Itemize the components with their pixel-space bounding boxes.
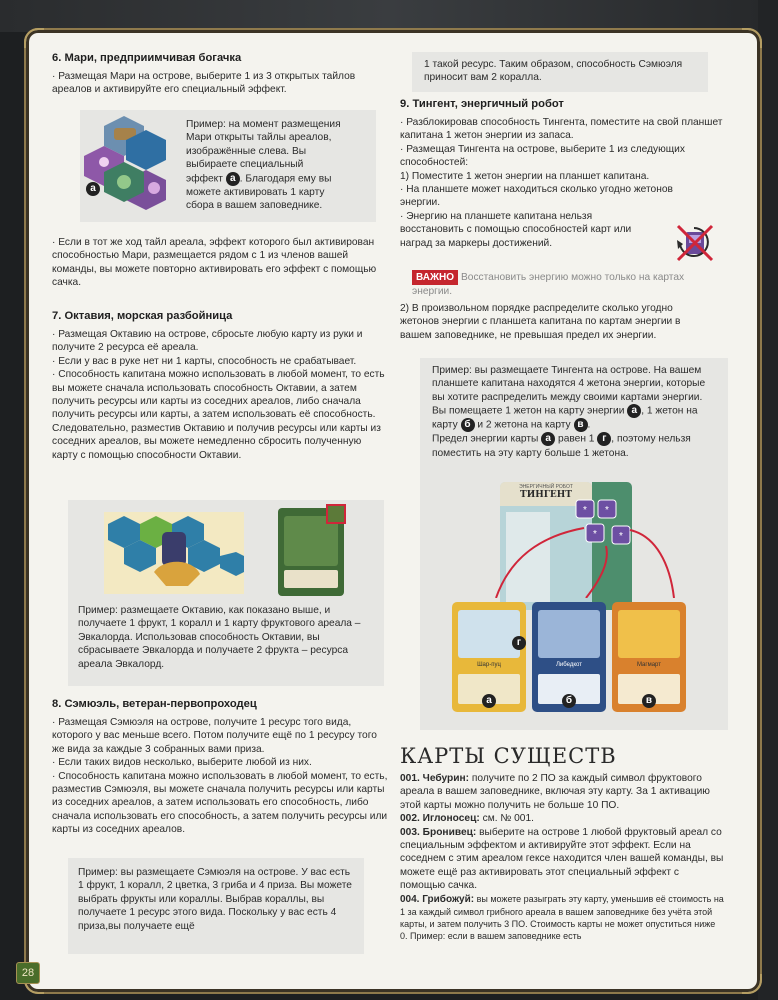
example-fragment: эффект xyxy=(186,173,223,185)
example-box-samuel-continued xyxy=(412,52,708,92)
section-6 xyxy=(52,52,388,97)
example-box-tingent xyxy=(420,358,728,730)
marker-g-badge: г xyxy=(512,636,526,650)
svg-text:*: * xyxy=(593,529,597,540)
section-title: 9. Тингент, энергичный робот xyxy=(400,98,564,110)
paragraph: · Размещая Мари на острове, выберите 1 из 3 открытых тайлов ареалов и активируйте его специальный эффект. xyxy=(52,71,356,96)
page-number: 28 xyxy=(16,962,40,984)
entry-label: 002. Иглоносец: xyxy=(400,813,480,825)
important-label: ВАЖНО xyxy=(412,270,458,285)
creature-entry xyxy=(400,812,724,825)
paragraph: · Если у вас в руке нет ни 1 карты, способность не срабатывает. xyxy=(52,355,357,367)
card-name: Шар-пуц xyxy=(477,662,501,668)
energy-card-v xyxy=(612,602,686,712)
example-fragment: Предел энергии карты xyxy=(432,434,539,446)
board-title: ТИНГЕНТ xyxy=(520,490,572,500)
no-energy-restore-icon xyxy=(674,222,716,264)
example-fragment: Пример: вы размещаете Тингента на острове. На вашем планшете капитана находятся 4 жетона энергии, которые вы хотите распределить между своими картами энергии. Вы помещаете 1 жетон на карту энергии xyxy=(432,365,706,417)
paragraph: · Энергию на планшете капитана нельзя восстановить с помощью способностей карт или наград за маркеры достижений. xyxy=(400,210,632,249)
important-note xyxy=(412,270,712,299)
example-box-samuel xyxy=(68,858,364,954)
card-name: Магмарт xyxy=(636,662,661,668)
example-sentence xyxy=(432,364,718,432)
paragraph: · Способность капитана можно использовать в любой момент, то есть, разместив Сэмюэля, вы можете сначала получить ресурсы или карты из соседних ареалов, а затем использовать его способность, либо сначала использовать его способность, а затем получить ресурсы или карты из соседних ареалов. xyxy=(52,770,388,836)
example-text: 1 такой ресурс. Таким образом, способность Сэмюэля приносит вам 2 коралла. xyxy=(424,59,683,84)
marker-v-badge: в xyxy=(574,418,588,432)
section-6-continued xyxy=(52,236,388,290)
svg-text:*: * xyxy=(605,505,609,516)
paragraph: · Размещая Октавию на острове, сбросьте любую карту из руки и получите 2 ресурса её ареала. xyxy=(52,329,363,354)
paragraph: 2) В произвольном порядке распределите сколько угодно жетонов энергии с планшета капитана по картам энергии в вашем заповеднике, не превышая предел их энергии. xyxy=(400,303,681,341)
entry-text: вы можете разыграть эту карту, уменьшив её стоимость на 1 за каждый символ грибного ареала в вашем заповеднике без учёта этой карты, и затем получить 3 ПО. Стоимость карты не может опуститься ниже 0. Пример: если в вашем заповеднике есть xyxy=(400,893,724,941)
example-box-mari xyxy=(80,110,376,222)
example-line xyxy=(186,172,372,186)
energy-card-b xyxy=(532,602,606,712)
example-sentence xyxy=(432,432,718,460)
octavia-island-image xyxy=(104,512,244,594)
paragraph: 1) Поместите 1 жетон энергии на планшет капитана. xyxy=(400,170,650,182)
entry-text: см. № 001. xyxy=(479,813,534,825)
creature-entry xyxy=(400,826,724,893)
example-line: изображённые слева. Вы xyxy=(186,145,307,157)
energy-card-a xyxy=(452,602,526,712)
card-name: Либедкот xyxy=(555,662,582,668)
marker-v-badge: в xyxy=(642,694,656,708)
example-box-octavia xyxy=(68,500,384,686)
section-heading: КАРТЫ СУЩЕСТВ xyxy=(400,744,617,768)
example-line: сбора в вашем заповеднике. xyxy=(186,200,323,212)
example-fragment: . xyxy=(587,420,591,431)
eucalord-card-image xyxy=(278,508,344,596)
marker-a-badge: а xyxy=(226,172,240,186)
example-line: Мари открыты тайлы ареалов, xyxy=(186,132,332,144)
example-line: выбираете специальный xyxy=(186,159,304,171)
example-fragment: и 2 жетона на карту xyxy=(477,420,571,431)
example-text xyxy=(186,118,372,213)
paragraph: · Разблокировав способность Тингента, поместите на свой планшет капитана 1 жетон энергии из запаса. xyxy=(400,117,723,142)
paragraph: · Если таких видов несколько, выберите любой из них. xyxy=(52,757,312,769)
entry-label: 001. Чебурин: xyxy=(400,773,470,784)
svg-text:*: * xyxy=(619,531,623,542)
paragraph: · Размещая Тингента на острове, выберите 1 из следующих способностей: xyxy=(400,143,685,169)
distribution-arrows xyxy=(460,518,690,598)
paragraph: · Размещая Сэмюэля на острове, получите 1 ресурс того вида, которого у вас меньше всего. Потом получите ещё по 1 ресурсу того же вида за каждые 3 собранных вами приза. xyxy=(52,717,377,755)
marker-g-badge: г xyxy=(597,432,611,446)
entry-label: 003. Бронивец: xyxy=(400,826,477,838)
svg-text:*: * xyxy=(583,505,587,516)
section-9-continued xyxy=(400,302,728,342)
section-title: 6. Мари, предприимчивая богачка xyxy=(52,52,242,64)
paragraph: · Способность капитана можно использовать в любой момент, то есть вы можете сначала использовать способность Октавии, а затем получить ресурсы или карты из соседних ареалов, либо сначала получить ресурсы или карты, а затем использовать её способность. Следовательно, разместив Октавию и получив ресурсы или карты из соседних ареалов, вы можете немедленно сбросить полученную карту с помощью способности Октавии. xyxy=(52,369,385,461)
creature-cards-section xyxy=(400,744,724,942)
entry-text: получите по 2 ПО за каждый символ фруктового ареала в вашем заповеднике, включая эту карту. За 1 активацию этой карты можно получить не больше 10 ПО. xyxy=(400,773,710,811)
marker-a-badge: а xyxy=(627,404,641,418)
creature-entry xyxy=(400,772,724,812)
example-line: можете активировать 1 карту xyxy=(186,186,325,198)
mari-habitat-tiles-image xyxy=(84,112,176,220)
example-text: Пример: размещаете Октавию, как показано выше, и получаете 1 фрукт, 1 коралл и 1 карту фруктового ареала – Эвкалорда. Использовав способность Октавии, вы сбрасываете Эвкалорда и получаете 2 фрукта – ресурса ареала Эвкалорд. xyxy=(78,605,361,670)
section-title: 8. Сэмюэль, ветеран-первопроходец xyxy=(52,698,257,710)
marker-a-badge: а xyxy=(482,694,496,708)
paragraph: · На планшете может находиться сколько угодно жетонов энергии. xyxy=(400,184,673,209)
important-line xyxy=(412,270,712,299)
marker-b-badge: б xyxy=(461,418,475,432)
marker-a-badge: а xyxy=(86,182,100,196)
example-text: Пример: вы размещаете Сэмюэля на острове. У вас есть 1 фрукт, 1 коралл, 2 цветка, 3 гриба и 4 приза. Вы можете выбрать фрукты или кораллы. Выбрав кораллы, вы получаете 1 ресурс этого вида. Поскольку у вас есть 4 приза,вы получаете ещё xyxy=(78,867,352,932)
section-8 xyxy=(52,698,388,837)
example-fragment: равен 1 xyxy=(558,434,595,446)
creature-entry xyxy=(400,893,724,942)
entry-label: 004. Грибожуй: xyxy=(400,893,475,905)
entry-text: выберите на острове 1 любой фруктовый ареал со специальным эффектом и активируйте этот эффект. Если на соседнем с этим ареалом гексе находится член вашей команды, вы можете ещё раз активировать этот специальный эффект с помощью сачка. xyxy=(400,826,724,892)
important-text: Восстановить энергию можно только на картах энергии. xyxy=(412,272,685,298)
marker-b-badge: б xyxy=(562,694,576,708)
example-fragment: , 1 жетон на карту xyxy=(432,405,698,431)
marker-a-badge: а xyxy=(541,432,555,446)
example-fragment: , поэтому нельзя поместить на эту карту больше 1 жетона. xyxy=(432,434,691,459)
example-fragment: . Благодаря ему вы xyxy=(239,173,332,185)
section-7 xyxy=(52,310,388,462)
example-text xyxy=(432,364,718,460)
board-subtitle: ЭНЕРГИЧНЫЙ РОБОТ xyxy=(519,484,573,490)
paragraph: · Если в тот же ход тайл ареала, эффект которого был активирован способностью Мари, размещается рядом с 1 из членов вашей команды, вы можете повторно активировать его эффект с помощью сачка. xyxy=(52,237,377,289)
example-line: Пример: на момент размещения xyxy=(186,119,341,130)
section-title: 7. Октавия, морская разбойница xyxy=(52,310,233,322)
